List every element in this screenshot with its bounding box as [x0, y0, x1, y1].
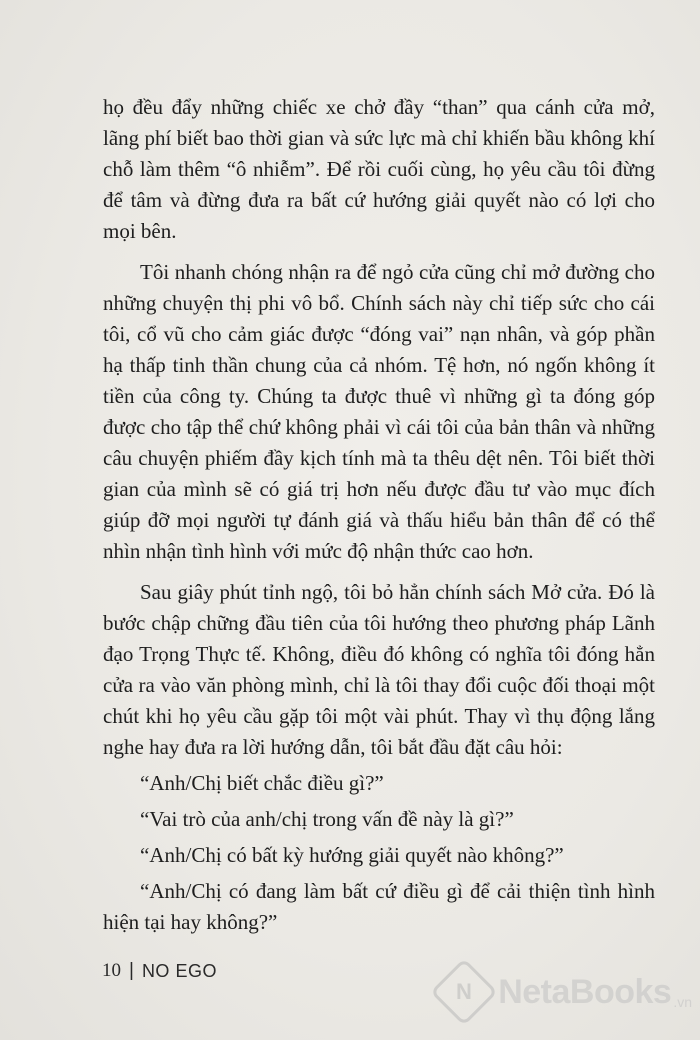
page-number: 10	[102, 960, 121, 981]
page-footer	[102, 960, 217, 982]
logo-letter: N	[456, 978, 473, 1004]
question-2: “Vai trò của anh/chị trong vấn đề này là gì?”	[140, 807, 514, 831]
question-3: “Anh/Chị có bất kỳ hướng giải quyết nào không?”	[140, 843, 564, 867]
footer-separator: |	[129, 960, 134, 981]
netabooks-logo-icon	[430, 958, 498, 1026]
paragraph-1: họ đều đẩy những chiếc xe chở đầy “than” qua cánh cửa mở, lãng phí biết bao thời gian và sức lực mà chỉ khiến bầu không khí chỗ làm thêm “ô nhiễm”. Để rồi cuối cùng, họ yêu cầu tôi đừng để tâm và đừng đưa ra bất cứ hướng giải quyết nào có lợi cho mọi bên.	[103, 95, 655, 243]
watermark	[440, 968, 692, 1016]
watermark-brand: NetaBooks	[498, 972, 672, 1011]
running-title: NO EGO	[141, 960, 217, 981]
question-4: “Anh/Chị có đang làm bất cứ điều gì để cải thiện tình hình hiện tại hay không?”	[103, 879, 655, 934]
paragraph-2: Tôi nhanh chóng nhận ra để ngỏ cửa cũng chỉ mở đường cho những chuyện thị phi vô bổ. Chính sách này chỉ tiếp sức cho cái tôi, cổ vũ cho cảm giác được “đóng vai” nạn nhân, và góp phần hạ thấp tinh thần chung của cả nhóm. Tệ hơn, nó ngốn không ít tiền của công ty. Chúng ta được thuê vì những gì ta đóng góp được cho tập thể chứ không phải vì cái tôi của bản thân và những câu chuyện phiếm đầy kịch tính mà ta thêu dệt nên. Tôi biết thời gian của mình sẽ có giá trị hơn nếu được đầu tư vào mục đích giúp đỡ mọi người tự đánh giá và thấu hiểu bản thân để có thể nhìn nhận tình hình với mức độ nhận thức cao hơn.	[103, 260, 655, 563]
watermark-suffix: .vn	[673, 994, 692, 1010]
paragraph-3: Sau giây phút tỉnh ngộ, tôi bỏ hẳn chính sách Mở cửa. Đó là bước chập chững đầu tiên của tôi hướng theo phương pháp Lãnh đạo Trọng Thực tế. Không, điều đó không có nghĩa tôi đóng hẳn cửa ra vào văn phòng mình, chỉ là tôi thay đổi cuộc đối thoại một chút khi họ yêu cầu gặp tôi một vài phút. Thay vì thụ động lắng nghe hay đưa ra lời hướng dẫn, tôi bắt đầu đặt câu hỏi:	[103, 580, 655, 759]
body-text	[103, 92, 655, 938]
question-1: “Anh/Chị biết chắc điều gì?”	[140, 771, 384, 795]
